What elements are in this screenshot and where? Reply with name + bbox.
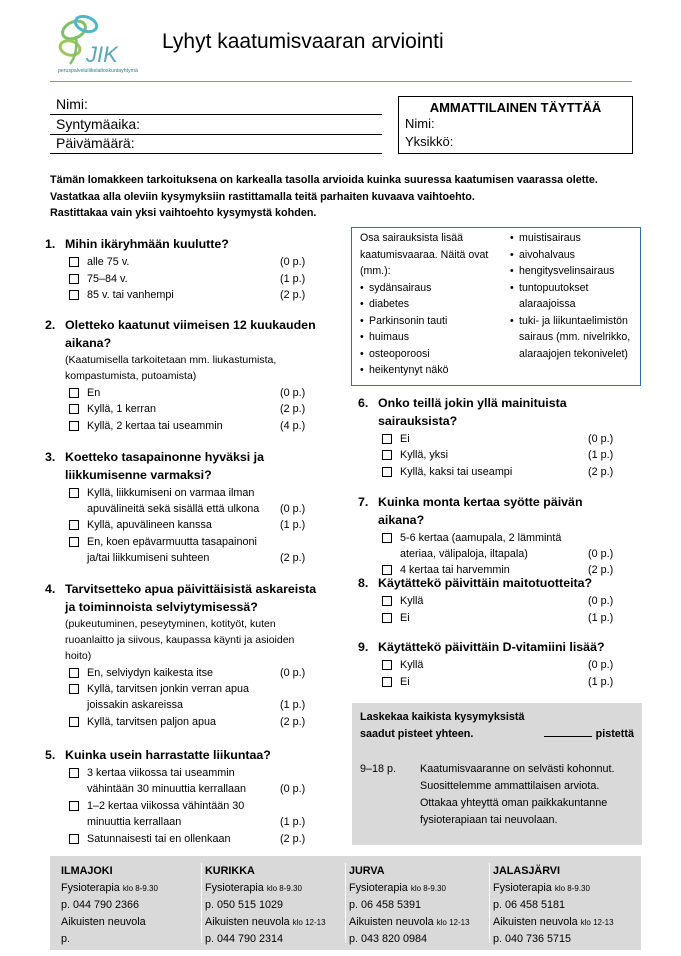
clinic-line <box>349 914 489 931</box>
score-box <box>352 703 642 845</box>
score-suffix: pistettä <box>595 728 634 740</box>
professional-unit-field[interactable]: Yksikkö: <box>405 134 454 149</box>
answer-points: (1 p.) <box>588 675 614 688</box>
score-label: saadut pisteet yhteen. <box>360 728 474 740</box>
physio-phone: p. 044 790 2366 <box>61 899 140 911</box>
physio-hours: klo 8-9.30 <box>410 884 446 893</box>
answer-points: (4 p.) <box>280 419 306 432</box>
disease-item <box>510 280 632 313</box>
question-number: 5. <box>45 748 56 762</box>
answer-points: (1 p.) <box>588 611 614 624</box>
disease-label: Parkinsonin tauti <box>369 314 448 327</box>
contact-footer <box>50 856 641 950</box>
answer-checkbox[interactable] <box>69 290 79 300</box>
answer-checkbox[interactable] <box>69 404 79 414</box>
answer-checkbox[interactable] <box>382 565 392 575</box>
answer-checkbox[interactable] <box>382 596 392 606</box>
clinic-label: Aikuisten neuvola <box>205 916 293 928</box>
answer-option[interactable] <box>45 798 320 830</box>
answer-option[interactable] <box>45 418 320 434</box>
answer-option[interactable] <box>45 517 320 533</box>
disease-label: heikentynyt näkö <box>369 364 449 376</box>
answer-option[interactable] <box>45 665 320 681</box>
answer-checkbox[interactable] <box>69 488 79 498</box>
question-title <box>45 581 320 616</box>
question-text: Oletteko kaatunut viimeisen 12 kuukauden aikana? <box>65 318 316 350</box>
answer-option[interactable] <box>45 765 320 797</box>
answer-option[interactable] <box>45 254 320 270</box>
disease-item <box>510 263 632 280</box>
answer-label: En, selviydyn kaikesta itse <box>87 666 214 679</box>
disease-item <box>360 280 510 297</box>
instructions-line: Tämän lomakkeen tarkoituksena on karkealla tasolla arvioida kuinka suuressa kaatumisen vaarassa olette. <box>50 174 598 186</box>
answer-points: (2 p.) <box>588 465 614 478</box>
answer-points: (1 p.) <box>280 519 306 532</box>
bullet-icon: • <box>360 298 364 310</box>
disease-item <box>360 362 510 379</box>
disease-intro: Osa sairauksista lisää kaatumisvaaraa. Näitä ovat (mm.): <box>360 232 489 277</box>
question-5 <box>45 747 320 847</box>
clinic-line <box>205 914 345 931</box>
clinic-line <box>493 914 633 931</box>
contact-column <box>201 863 345 943</box>
answer-label: Kyllä, 1 kerran <box>87 403 157 416</box>
contact-column <box>58 863 201 943</box>
bullet-icon: • <box>360 347 364 360</box>
answer-checkbox[interactable] <box>69 257 79 267</box>
question-text: Onko teillä jokin yllä mainituista sairauksista? <box>378 396 567 428</box>
answer-checkbox[interactable] <box>382 677 392 687</box>
answer-label: 5-6 kertaa (aamupala, 2 lämmintä ateriaa, välipaloja, iltapala) <box>400 531 562 560</box>
answer-option[interactable] <box>358 530 628 562</box>
answer-option[interactable] <box>45 385 320 401</box>
physio-line <box>349 880 489 897</box>
answer-checkbox[interactable] <box>69 768 79 778</box>
svg-text:peruspalveluliikelaitoskuntayh: peruspalveluliikelaitoskuntayhtymä <box>58 68 138 74</box>
answer-option[interactable] <box>45 401 320 417</box>
question-text: Käytättekö päivittäin D-vitamiini lisää? <box>378 640 605 654</box>
question-title <box>358 575 628 593</box>
answer-points: (0 p.) <box>280 502 306 515</box>
contact-city: KURIKKA <box>205 865 255 877</box>
clinic-hours: klo 12-13 <box>292 918 326 927</box>
answer-option[interactable] <box>358 674 628 690</box>
answer-label: 85 v. tai vanhempi <box>87 289 174 302</box>
disease-label: tuntopuutokset alaraajoissa <box>519 281 589 310</box>
physio-phone: p. 050 515 1029 <box>205 899 284 911</box>
clinic-label: Aikuisten neuvola <box>349 916 437 928</box>
bullet-icon: • <box>510 281 514 294</box>
answer-checkbox[interactable] <box>382 467 392 477</box>
clinic-phone: p. 040 736 5715 <box>493 933 572 945</box>
physio-label: Fysioterapia <box>205 882 267 894</box>
disease-column-2 <box>510 230 632 383</box>
contact-column <box>489 863 633 943</box>
answer-option[interactable] <box>358 657 628 673</box>
birthdate-field[interactable] <box>50 116 382 135</box>
physio-label: Fysioterapia <box>349 882 411 894</box>
bullet-icon: • <box>360 281 364 294</box>
answer-checkbox[interactable] <box>382 434 392 444</box>
disease-label: huimaus <box>369 331 410 343</box>
physio-hours: klo 8-9.30 <box>122 884 158 893</box>
question-title <box>358 639 628 657</box>
question-number: 6. <box>358 396 369 410</box>
answer-checkbox[interactable] <box>69 520 79 530</box>
disease-label: sydänsairaus <box>369 281 432 294</box>
physio-hours: klo 8-9.30 <box>266 884 302 893</box>
answer-option[interactable] <box>45 534 320 566</box>
disease-label: osteoporoosi <box>369 347 430 360</box>
question-text: Mihin ikäryhmään kuulutte? <box>65 237 229 251</box>
question-title <box>45 236 320 254</box>
answer-checkbox[interactable] <box>69 684 79 694</box>
answer-checkbox[interactable] <box>382 533 392 543</box>
answer-label: Satunnaisesti tai en ollenkaan <box>87 832 231 845</box>
answer-points: (1 p.) <box>588 449 614 462</box>
question-2 <box>45 317 320 434</box>
disease-column-1 <box>360 230 510 383</box>
answer-label: Kyllä, tarvitsen jonkin verran apua joissakin askareissa <box>87 683 250 712</box>
answer-checkbox[interactable] <box>69 388 79 398</box>
answer-checkbox[interactable] <box>69 421 79 431</box>
answer-points: (0 p.) <box>588 595 614 607</box>
answer-points: (1 p.) <box>280 272 306 285</box>
professional-name-field[interactable]: Nimi: <box>405 116 435 131</box>
answer-option[interactable] <box>358 464 628 480</box>
professional-box <box>398 96 633 154</box>
answer-checkbox[interactable] <box>69 717 79 727</box>
bullet-icon: • <box>360 331 364 343</box>
question-3 <box>45 449 320 567</box>
instructions <box>50 172 640 222</box>
bullet-icon: • <box>510 265 514 277</box>
answer-points: (2 p.) <box>280 716 306 729</box>
disease-item <box>360 346 510 363</box>
answer-points: (2 p.) <box>280 289 306 302</box>
answer-label: 3 kertaa viikossa tai useammin vähintään 30 minuuttia kerrallaan <box>87 767 247 796</box>
answer-label: En <box>87 386 101 399</box>
name-field[interactable] <box>50 96 382 115</box>
answer-checkbox[interactable] <box>382 613 392 623</box>
question-number: 8. <box>358 576 369 590</box>
answer-label: 75–84 v. <box>87 272 128 285</box>
bullet-icon: • <box>510 248 514 261</box>
clinic-hours: klo 12-13 <box>580 918 614 927</box>
question-title <box>358 494 628 529</box>
physio-hours: klo 8-9.30 <box>554 884 590 893</box>
answer-option[interactable] <box>45 831 320 847</box>
answer-points: (0 p.) <box>588 432 614 445</box>
disease-item <box>360 296 510 313</box>
physio-phone: p. 06 458 5391 <box>349 899 422 911</box>
date-field[interactable] <box>50 135 382 154</box>
disease-item <box>360 329 510 346</box>
clinic-label: Aikuisten neuvola <box>493 916 581 928</box>
disease-info-box <box>351 227 641 386</box>
answer-label: 4 kertaa tai harvemmin <box>400 564 510 577</box>
answer-label: Ei <box>400 611 410 624</box>
question-text: Käytättekö päivittäin maitotuotteita? <box>378 576 593 590</box>
question-number: 9. <box>358 640 369 654</box>
question-number: 1. <box>45 237 56 251</box>
physio-label: Fysioterapia <box>61 882 123 894</box>
clinic-phone: p. 044 790 2314 <box>205 933 284 945</box>
answer-option[interactable] <box>358 593 628 609</box>
answer-label: Kyllä <box>400 595 424 607</box>
answer-points: (1 p.) <box>280 816 306 829</box>
answer-label: Ei <box>400 432 410 445</box>
answer-checkbox[interactable] <box>69 801 79 811</box>
answer-label: Kyllä, 2 kertaa tai useammin <box>87 419 223 432</box>
question-1 <box>45 236 320 304</box>
question-9 <box>358 639 628 690</box>
score-input[interactable] <box>544 736 592 737</box>
contact-city: JALASJÄRVI <box>493 865 561 877</box>
question-number: 3. <box>45 450 56 464</box>
question-4 <box>45 581 320 730</box>
answer-points: (0 p.) <box>280 256 306 268</box>
answer-label: En, koen epävarmuutta tasapainoni ja/tai liikkumiseni suhteen <box>87 536 257 565</box>
answer-points: (0 p.) <box>588 659 614 671</box>
question-number: 4. <box>45 582 56 596</box>
answer-points: (1 p.) <box>280 699 306 712</box>
disease-item <box>510 230 632 247</box>
birthdate-label: Syntymäaika: <box>56 116 141 132</box>
question-title <box>45 747 320 765</box>
answer-option[interactable] <box>358 447 628 463</box>
disease-label: aivohalvaus <box>519 248 575 261</box>
answer-checkbox[interactable] <box>69 668 79 678</box>
question-text: Kuinka usein harrastatte liikuntaa? <box>65 748 271 762</box>
instructions-line: Vastatkaa alla oleviin kysymyksiin rastittamalla teitä parhaiten kuvaava vaihtoehto. <box>50 190 475 203</box>
contact-city: JURVA <box>349 865 385 877</box>
physio-line <box>493 880 633 897</box>
clinic-label: Aikuisten neuvola <box>61 916 146 928</box>
answer-label: Kyllä, apuvälineen kanssa <box>87 519 212 532</box>
name-label: Nimi: <box>56 96 88 112</box>
answer-points: (2 p.) <box>280 832 306 845</box>
answer-checkbox[interactable] <box>69 834 79 844</box>
question-number: 2. <box>45 318 56 332</box>
disease-item <box>510 313 632 363</box>
answer-points: (0 p.) <box>280 666 306 679</box>
clinic-phone: p. <box>61 933 71 945</box>
answer-points: (2 p.) <box>280 403 306 416</box>
bullet-icon: • <box>510 314 514 327</box>
disease-label: diabetes <box>369 298 410 310</box>
leaf-logo-icon <box>56 14 156 76</box>
disease-label: muistisairaus <box>519 232 581 244</box>
question-7 <box>358 494 628 579</box>
svg-text:JIK: JIK <box>86 42 118 67</box>
question-title <box>45 449 320 484</box>
contact-city: ILMAJOKI <box>61 865 113 877</box>
disease-label: hengitysvelinsairaus <box>519 265 615 277</box>
answer-option[interactable] <box>45 287 320 303</box>
answer-points: (0 p.) <box>280 386 306 399</box>
question-title <box>45 317 320 352</box>
answer-option[interactable] <box>45 485 320 517</box>
bullet-icon: • <box>360 364 364 376</box>
answer-points: (0 p.) <box>588 547 614 560</box>
disease-label: tuki- ja liikuntaelimistön sairaus (mm. nivelrikko, alaraajojen tekonivelet) <box>519 314 631 360</box>
answer-label: Ei <box>400 675 410 688</box>
clinic-hours: klo 12-13 <box>436 918 470 927</box>
question-number: 7. <box>358 495 369 509</box>
score-advice: Kaatumisvaaranne on selvästi kohonnut. Suosittelemme ammattilaisen arviota. Ottakaa yhteyttä oman paikkakuntanne fysioterapiaan tai neuvolaan. <box>420 763 615 826</box>
page-title: Lyhyt kaatumisvaaran arviointi <box>162 30 444 53</box>
answer-points: (2 p.) <box>280 552 306 565</box>
score-heading: Laskekaa kaikista kysymyksistä <box>360 711 525 723</box>
answer-option[interactable] <box>45 714 320 730</box>
answer-label: Kyllä, yksi <box>400 449 448 462</box>
answer-checkbox[interactable] <box>382 450 392 460</box>
answer-option[interactable] <box>45 681 320 713</box>
score-result <box>360 761 634 829</box>
answer-label: Kyllä, tarvitsen paljon apua <box>87 716 217 729</box>
question-note: (pukeutuminen, peseytyminen, kotityöt, kuten ruoanlaitto ja siivous, kaupassa käynti ja asioiden hoito) <box>65 618 295 662</box>
answer-label: Kyllä <box>400 659 424 671</box>
answer-label: alle 75 v. <box>87 256 130 268</box>
answer-label: 1–2 kertaa viikossa vähintään 30 minuuttia kerrallaan <box>87 799 245 829</box>
clinic-phone: p. 043 820 0984 <box>349 933 428 945</box>
question-text: Tarvitsetteko apua päivittäisistä askareista ja toiminnoista selviytymisessä? <box>65 582 317 614</box>
disease-item <box>360 313 510 330</box>
answer-points: (2 p.) <box>588 564 614 577</box>
bullet-icon: • <box>360 314 364 327</box>
question-text: Kuinka monta kertaa syötte päivän aikana? <box>378 495 583 527</box>
answer-option[interactable] <box>45 271 320 287</box>
professional-heading: AMMATTILAINEN TÄYTTÄÄ <box>429 100 602 115</box>
answer-points: (0 p.) <box>280 783 306 796</box>
answer-label: Kyllä, kaksi tai useampi <box>400 465 513 478</box>
physio-label: Fysioterapia <box>493 882 555 894</box>
score-range: 9–18 p. <box>360 763 397 775</box>
date-label: Päivämäärä: <box>56 135 135 151</box>
question-8 <box>358 575 628 626</box>
question-6 <box>358 395 628 480</box>
jik-logo <box>56 14 156 76</box>
answer-option[interactable] <box>358 610 628 626</box>
answer-label: Kyllä, liikkumiseni on varmaa ilman apuvälineitä sekä sisällä että ulkona <box>87 486 260 515</box>
bullet-icon: • <box>510 232 514 244</box>
disease-item <box>510 247 632 264</box>
clinic-line <box>61 914 201 931</box>
question-note: (Kaatumisella tarkoitetaan mm. liukastumista, kompastumista, putoamista) <box>65 354 277 382</box>
physio-phone: p. 06 458 5181 <box>493 899 566 911</box>
answer-checkbox[interactable] <box>382 660 392 670</box>
contact-column <box>345 863 489 943</box>
score-row <box>360 726 634 743</box>
header-divider <box>50 81 632 82</box>
answer-checkbox[interactable] <box>69 274 79 284</box>
question-title <box>358 395 628 430</box>
physio-line <box>61 880 201 897</box>
question-text: Koetteko tasapainonne hyväksi ja liikkumisenne varmaksi? <box>65 450 265 482</box>
answer-checkbox[interactable] <box>69 537 79 547</box>
instructions-line: Rastittakaa vain yksi vaihtoehto kysymystä kohden. <box>50 207 317 219</box>
physio-line <box>205 880 345 897</box>
answer-option[interactable] <box>358 431 628 447</box>
